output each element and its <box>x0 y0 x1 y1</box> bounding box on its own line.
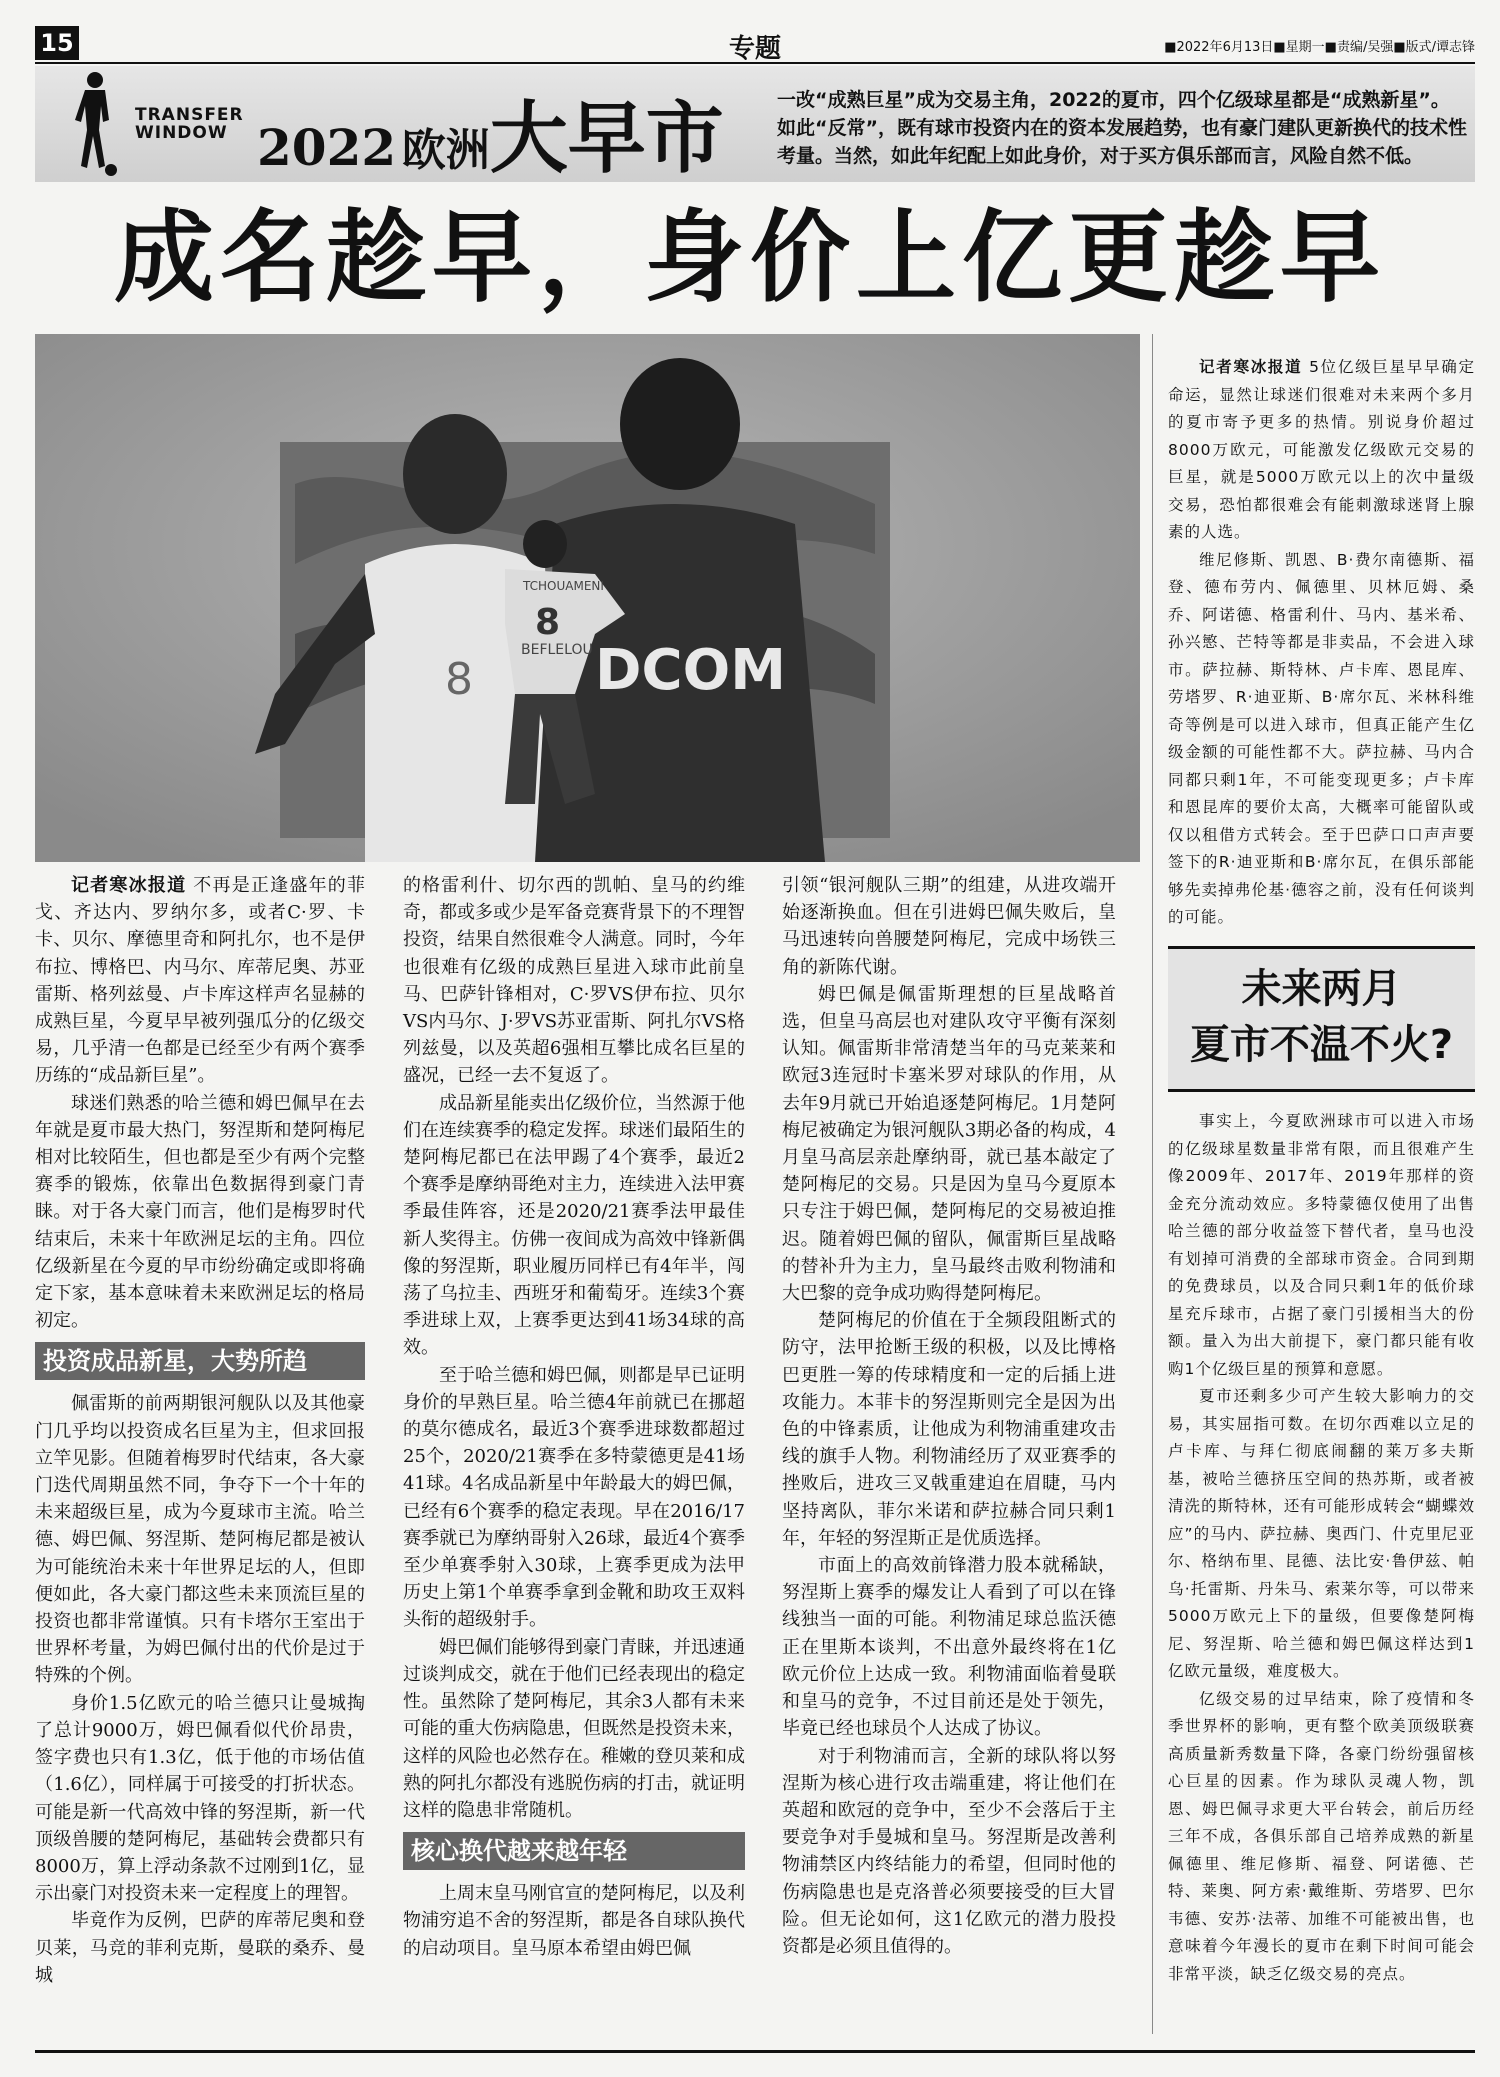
paragraph: 成品新星能卖出亿级价位，当然源于他们在连续赛季的稳定发挥。球迷们最陌生的楚阿梅尼都已在法甲踢了4个赛季，最近2个赛季是摩纳哥绝对主力，连续进入法甲赛季最佳阵容，还是2020/21赛季法甲最佳新人奖得主。仿佛一夜间成为高效中锋新偶像的努涅斯，职业履历同样已有4年半，闯荡了乌拉圭、西班牙和葡萄牙。连续3个赛季进球上双，上赛季更达到41场34球的高效。 <box>403 1092 745 1359</box>
main-headline: 成名趁早，身价上亿更趁早 <box>114 199 1386 316</box>
paragraph: 至于哈兰德和姆巴佩，则都是早已证明身价的早熟巨星。哈兰德4年前就已在挪超的莫尔德成名，最近3个赛季进球数都超过25个，2020/21赛季在多特蒙德更是41场41球。4名成品新星中年龄最大的姆巴佩，已经有6个赛季的稳定表现。早在2016/17赛季就已为摩纳哥射入26球，最近4个赛季至少单赛季射入30球，上赛季更成为法甲历史上第1个单赛季拿到金靴和助攻王双料头衔的超级射手。 <box>403 1364 745 1631</box>
transfer-line1: TRANSFER <box>135 105 244 125</box>
paragraph: 佩雷斯的前两期银河舰队以及其他豪门几乎均以投资成名巨星为主，但求回报立竿见影。但随着梅罗时代结束，各大豪门迭代周期虽然不同，争夺下一个十年的未来超级巨星，成为今夏球市主流。哈兰德、姆巴佩、努涅斯、楚阿梅尼都是被认为可能统治未来十年世界足坛的人，但即便如此，各大豪门都这些未来顶流巨星的投资也都非常谨慎。只有卡塔尔王室出于世界杯考量，为姆巴佩付出的代价是过于特殊的个例。 <box>35 1393 365 1687</box>
photo-illustration <box>35 334 1140 862</box>
photo-back-name2: BEFLELOU <box>521 642 593 658</box>
photo-sponsor: DCOM <box>595 638 786 703</box>
paragraph: 楚阿梅尼的价值在于全频段阻断式的防守，法甲抢断王级的积极，以及比博格巴更胜一筹的传球精度和一定的后插上进攻能力。本菲卡的努涅斯则完全是因为出色的中锋素质，让他成为利物浦重建攻击线的旗手人物。利物浦经历了双亚赛季的挫败后，进攻三叉戟重建迫在眉睫，马内坚持离队，菲尔米诺和萨拉赫合同只剩1年，年轻的努涅斯正是优质选择。 <box>782 1310 1116 1549</box>
paragraph: 姆巴佩是佩雷斯理想的巨星战略首选，但皇马高层也对建队攻守平衡有深刻认知。佩雷斯非常清楚当年的马克莱莱和欧冠3连冠时卡塞米罗对球队的作用，从去年9月就已开始追逐楚阿梅尼。1月楚阿梅尼被确定为银河舰队3期必备的构成，4月皇马高层亲赴摩纳哥，就已基本敲定了楚阿梅尼的交易。只是因为皇马今夏原本只专注于姆巴佩，楚阿梅尼的交易被迫推迟。随着姆巴佩的留队，佩雷斯巨星战略的替补升为主力，皇马最终击败利物浦和大巴黎的竞争成功购得楚阿梅尼。 <box>782 983 1116 1305</box>
byline: 记者寒冰报道 <box>71 875 187 896</box>
subhead-investment: 投资成品新星，大势所趋 <box>35 1342 365 1380</box>
article-column-3 <box>782 872 1116 1960</box>
side-byline: 记者寒冰报道 <box>1199 358 1303 376</box>
paragraph: 维尼修斯、凯恩、B·费尔南德斯、福登、德布劳内、佩德里、贝林厄姆、桑乔、阿诺德、格雷利什、马内、基米希、孙兴慜、芒特等都是非卖品，不会进入球市。萨拉赫、斯特林、卢卡库、恩昆库、劳塔罗、R·迪亚斯、B·席尔瓦、米林科维奇等例是可以进入球市，但真正能产生亿级金额的可能性都不大。萨拉赫、马内合同都只剩1年，不可能变现更多；卢卡库和恩昆库的要价太高，大概率可能留队或仅以租借方式转会。至于巴萨口口声声要签下的R·迪亚斯和B·席尔瓦，在俱乐部能够先卖掉弗伦基·德容之前，没有任何谈判的可能。 <box>1168 550 1475 926</box>
transfer-window-label <box>135 106 244 142</box>
paragraph <box>35 872 365 1090</box>
paragraph: 亿级交易的过早结束，除了疫情和冬季世界杯的影响，更有整个欧美顶级联赛高质量新秀数量下降，各豪门纷纷强留核心巨星的因素。作为球队灵魂人物，凯恩、姆巴佩寻求更大平台转会，前后历经三年不成，各俱乐部自己培养成熟的新星佩德里、维尼修斯、福登、阿诺德、芒特、莱奥、阿方索·戴维斯、劳塔罗、巴尔韦德、安苏·法蒂、加维不可能被出售，也意味着今年漫长的夏市在剩下时间可能会非常平淡，缺乏亿级交易的亮点。 <box>1168 1689 1475 1983</box>
banner-description: 一改“成熟巨星”成为交易主角，2022的夏市，四个亿级球星都是“成熟新星”。如此“反常”，既有球市投资内在的资本发展趋势，也有豪门建队更新换代的技术性考量。当然，如此年纪配上如此身价，对于买方俱乐部而言，风险自然不低。 <box>777 89 1467 167</box>
photo-back-name: TCHOUAMENI <box>523 579 604 593</box>
paragraph: 球迷们熟悉的哈兰德和姆巴佩早在去年就是夏市最大热门，努涅斯和楚阿梅尼相对比较陌生，但也都是至少有两个完整赛季的锻炼，依靠出色数据得到豪门青睐。对于各大豪门而言，他们是梅罗时代结束后，未来十年欧洲足坛的主角。四位亿级新星在今夏的早市纷纷确定或即将确定下家，基本意味着未来欧洲足坛的格局初定。 <box>35 1092 365 1332</box>
topic-banner <box>35 66 1475 182</box>
dateline: ■2022年6月13日■星期一■责编/吴强■版式/谭志锋 <box>1164 40 1475 55</box>
side-box-line2: 夏市不温不火? <box>1189 1022 1454 1068</box>
footballer-silhouette-icon <box>55 70 135 178</box>
transfer-line2: WINDOW <box>135 123 228 143</box>
page-bottom-rule <box>35 2050 1475 2053</box>
paragraph <box>1168 354 1475 547</box>
side-column-top <box>1168 354 1475 932</box>
paragraph: 引领“银河舰队三期”的组建，从进攻端开始逐渐换血。但在引进姆巴佩失败后，皇马迅速转向兽腰楚阿梅尼，完成中场铁三角的新陈代谢。 <box>782 875 1116 978</box>
paragraph: 夏市还剩多少可产生较大影响力的交易，其实屈指可数。在切尔西难以立足的卢卡库、与拜仁彻底闹翻的莱万多夫斯基，被哈兰德挤压空间的热苏斯，或者被清洗的斯特林，还有可能形成转会“蝴蝶效应”的马内、萨拉赫、奥西门、什克里尼亚尔、格纳布里、昆德、法比安·鲁伊兹、帕乌·托雷斯、丹朱马、索莱尔等，可以带来5000万欧元上下的量级，但要像楚阿梅尼、努涅斯、哈兰德和姆巴佩这样达到1亿欧元量级，难度极大。 <box>1168 1387 1475 1680</box>
article-column-2 <box>403 872 745 1962</box>
photo-jersey-number: 8 <box>445 654 473 705</box>
photo-back-number: 8 <box>535 602 561 643</box>
paragraph: 的格雷利什、切尔西的凯帕、皇马的约维奇，都或多或少是军备竞赛背景下的不理智投资，结果自然很难令人满意。同时，今年也很难有亿级的成熟巨星进入球市此前皇马、巴萨针锋相对，C·罗VS伊布拉、贝尔VS内马尔、J·罗VS苏亚雷斯、阿扎尔VS格列兹曼，以及英超6强相互攀比成名巨星的盛况，已经一去不复返了。 <box>403 875 745 1087</box>
page-header <box>35 22 1475 64</box>
side-box-title <box>1168 946 1475 1092</box>
article-column-1 <box>35 872 365 1989</box>
banner-title-big: 大早市 <box>489 94 724 184</box>
paragraph: 事实上，今夏欧洲球市可以进入市场的亿级球星数量非常有限，而且很难产生像2009年、2017年、2019年那样的资金充分流动效应。多特蒙德仅使用了出售哈兰德的部分收益签下替代者，皇马也没有划掉可消费的全部球市资金。合同到期的免费球员，以及合同只剩1年的低价球星充斥球市，占据了豪门引援相当大的份额。量入为出大前提下，豪门都只能有收购1个亿级巨星的预算和意愿。 <box>1168 1112 1475 1378</box>
paragraph: 对于利物浦而言，全新的球队将以努涅斯为核心进行攻击端重建，将让他们在英超和欧冠的竞争中，至少不会落后于主要竞争对手曼城和皇马。努涅斯是改善利物浦禁区内终结能力的希望，但同时他的伤病隐患也是克洛普必须要接受的巨大冒险。但无论如何，这1亿欧元的潜力股投资都是必须且值得的。 <box>782 1745 1116 1957</box>
column-divider <box>1152 334 1153 2034</box>
paragraph: 身价1.5亿欧元的哈兰德只让曼城掏了总计9000万，姆巴佩看似代价昂贵，签字费也只有1.3亿，低于他的市场估值（1.6亿），同样属于可接受的打折状态。可能是新一代高效中锋的努涅斯，新一代顶级兽腰的楚阿梅尼，基础转会费都只有8000万，算上浮动条款不过刚到1亿，显示出豪门对投资未来一定程度上的理智。 <box>35 1692 365 1905</box>
subhead-core: 核心换代越来越年轻 <box>403 1832 745 1870</box>
side-box-line1: 未来两月 <box>1241 966 1402 1012</box>
banner-title <box>257 76 724 188</box>
paragraph: 市面上的高效前锋潜力股本就稀缺，努涅斯上赛季的爆发让人看到了可以在锋线独当一面的可能。利物浦足球总监沃德正在里斯本谈判，不出意外最终将在1亿欧元价位上达成一致。利物浦面临着曼联和皇马的竞争，不过目前还是处于领先，毕竟已经也球员个人达成了协议。 <box>782 1555 1116 1740</box>
banner-year: 2022 <box>257 118 397 177</box>
paragraph: 上周末皇马刚官宣的楚阿梅尼，以及利物浦穷追不舍的努涅斯，都是各自球队换代的启动项目。皇马原本希望由姆巴佩 <box>403 1883 745 1959</box>
paragraph: 毕竟作为反例，巴萨的库蒂尼奥和登贝莱，马竞的菲利克斯，曼联的桑乔、曼城 <box>35 1910 365 1986</box>
side-column-bottom <box>1168 1108 1475 1988</box>
page-number: 15 <box>35 26 79 60</box>
player-photo <box>35 334 1140 862</box>
paragraph-text: 不再是正逢盛年的菲戈、齐达内、罗纳尔多，或者C·罗、卡卡、贝尔、摩德里奇和阿扎尔，也不是伊布拉、博格巴、内马尔、库蒂尼奥、苏亚雷斯、格列兹曼、卢卡库这样声名显赫的成熟巨星，今夏早早被列强瓜分的亿级交易，几乎清一色都是已经至少有两个赛季历练的“成品新巨星”。 <box>35 875 366 1087</box>
section-title: 专题 <box>728 34 781 64</box>
paragraph: 姆巴佩们能够得到豪门青睐，并迅速通过谈判成交，就在于他们已经表现出的稳定性。虽然除了楚阿梅尼，其余3人都有未来可能的重大伤病隐患，但既然是投资未来，这样的风险也必然存在。稚嫩的登贝莱和成熟的阿扎尔都没有逃脱伤病的打击，就证明这样的隐患非常随机。 <box>403 1636 745 1821</box>
paragraph-text: 5位亿级巨星早早确定命运，显然让球迷们很难对未来两个多月的夏市寄予更多的热情。别说身价超过8000万欧元，可能激发亿级欧元交易的巨星，就是5000万欧元以上的次中量级交易，恐怕都很难会有能刺激球迷肾上腺素的人选。 <box>1168 358 1475 541</box>
banner-title-small: 欧洲 <box>401 125 490 176</box>
